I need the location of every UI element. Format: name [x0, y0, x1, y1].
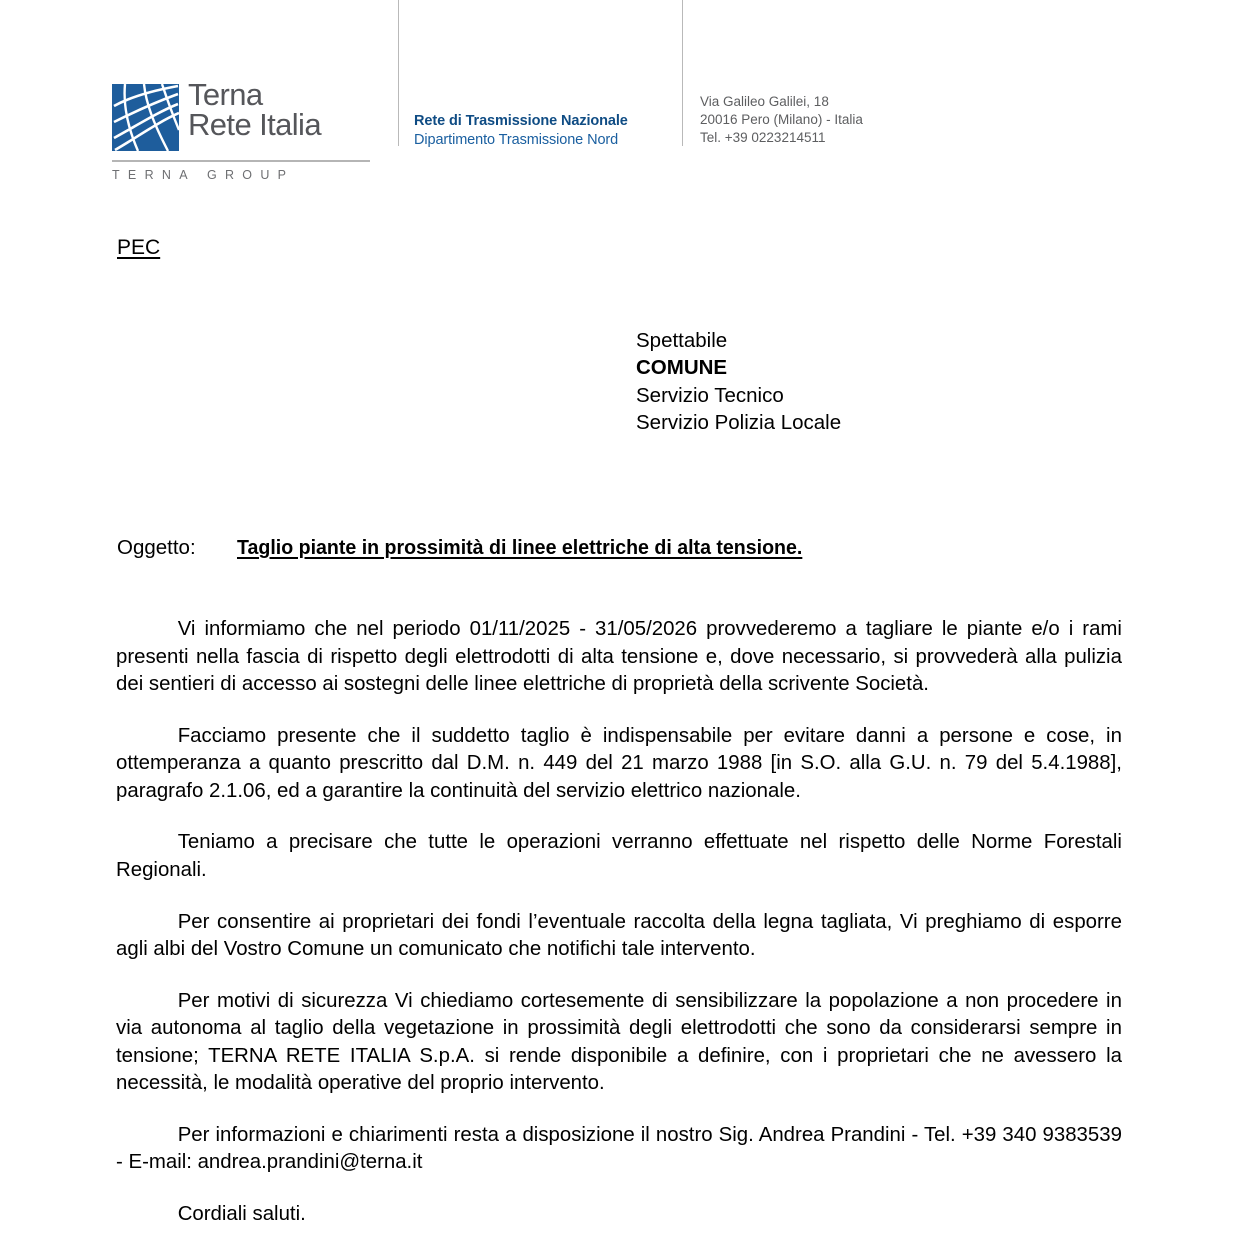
letterhead: [0, 0, 1241, 200]
letter-paragraph: Facciamo presente che il suddetto taglio è indispensabile per evitare danni a persone e cose, in ottemperanza a quanto prescritto dal D.M. n. 449 del 21 marzo 1988 [in S.O. alla G.U. n. 79 del 5.4.1988], paragrafo 2.1.06, ed a garantire la continuità del servizio elettrico nazionale.: [116, 723, 1122, 802]
recipient-salutation: Spettabile: [636, 329, 728, 352]
recipient-department-2: Servizio Polizia Locale: [636, 411, 842, 435]
terna-grid-logo-icon: [112, 84, 179, 151]
letter-body: [116, 615, 1127, 1228]
header-divider-left: [398, 0, 399, 146]
logo-group-label: TERNA GROUP: [112, 168, 295, 182]
letter-paragraph: Per consentire ai proprietari dei fondi l’eventuale raccolta della legna tagliata, Vi preghiamo di esporre agli albi del Vostro Comune un comunicato che notifichi tale intervento.: [116, 909, 1122, 961]
department-name-label: Dipartimento Trasmissione Nord: [414, 131, 619, 148]
recipient-department-1: Servizio Tecnico: [636, 383, 784, 407]
header-divider-right: [682, 0, 683, 146]
logo-line-1: Terna: [188, 77, 263, 112]
logo-line-2: Rete Italia: [188, 107, 321, 143]
letter-paragraph: Teniamo a precisare che tutte le operazioni verranno effettuate nel rispetto delle Norme Forestali Regionali.: [116, 830, 1122, 881]
address-block: [700, 93, 863, 147]
department-block: [414, 112, 628, 149]
department-network-label: Rete di Trasmissione Nazionale: [414, 113, 628, 129]
terna-logo-block: [112, 77, 374, 182]
subject-row: [117, 536, 829, 560]
terna-logo-wordmark: [188, 77, 321, 143]
subject-label: Oggetto:: [117, 536, 196, 559]
subject-value: Taglio piante in prossimità di linee elettriche di alta tensione.: [237, 536, 803, 559]
letter-closing: Cordiali saluti.: [177, 1202, 306, 1225]
logo-rule: [112, 160, 370, 162]
letter-paragraph: Per informazioni e chiarimenti resta a disposizione il nostro Sig. Andrea Prandini - Tel. +39 340 9383539 - E-mail: andrea.prandini@terna.it: [116, 1122, 1122, 1174]
recipient-block: [636, 327, 841, 437]
address-street: Via Galileo Galilei, 18: [700, 94, 829, 109]
address-city: 20016 Pero (Milano) - Italia: [700, 111, 863, 127]
letter-paragraph: Vi informiamo che nel periodo 01/11/2025 - 31/05/2026 provvederemo a tagliare le piante e/o i rami presenti nella fascia di rispetto degli elettrodotti di alta tensione e, dove necessario, si provvederà alla pulizia dei sentieri di accesso ai sostegni delle linee elettriche di proprietà della scrivente Società.: [116, 617, 1122, 696]
letter-paragraph: Per motivi di sicurezza Vi chiediamo cortesemente di sensibilizzare la popolazione a non procedere in via autonoma al taglio della vegetazione in prossimità degli elettrodotti che sono da considerarsi sempre in tensione; TERNA RETE ITALIA S.p.A. si rende disponibile a definire, con i proprietari che ne avessero la necessità, le modalità operative del proprio intervento.: [116, 988, 1122, 1095]
recipient-organization: COMUNE: [636, 356, 728, 380]
delivery-method-label: PEC: [117, 236, 161, 259]
address-phone: Tel. +39 0223214511: [700, 129, 826, 145]
